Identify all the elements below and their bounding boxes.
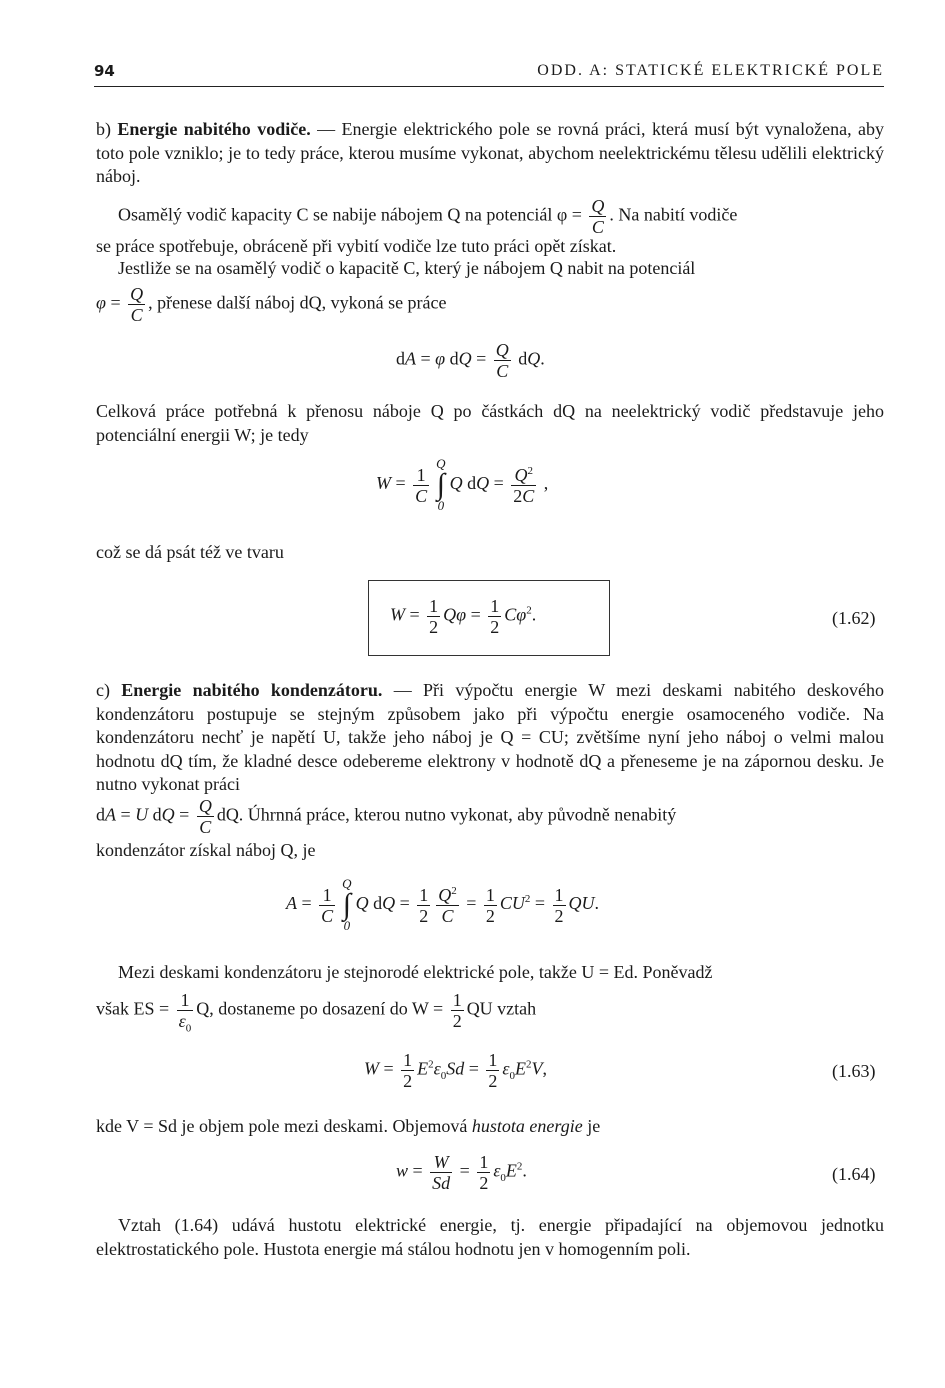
page-number: 94 — [94, 62, 115, 80]
fraction-q-over-c: $\frac{Q}{C}$ — [591, 196, 605, 237]
equation-1-64: w = $\frac{W}{Sd}$ = $\frac{1}{2}$ $\varepsilon_0E^2$. — [396, 1152, 527, 1193]
page-header — [94, 58, 884, 87]
running-title: ODD. A: STATICKÉ ELEKTRICKÉ POLE — [537, 62, 884, 79]
section-b-heading: Energie nabitého vodiče. — [117, 119, 311, 139]
paragraph-potential-line2: se práce spotřebuje, obráceně při vybití vodiče lze tuto práci opět získat. — [96, 236, 617, 256]
paragraph-tvaru: což se dá psát též ve tvaru — [96, 542, 284, 562]
section-b-intro: b) Energie nabitého vodiče. — Energie elektrického pole se rovná práci, která musí být vynaložena, aby toto pole vzniklo; je to tedy práce, kterou musíme vykonat, abychom neelektrickému tělesu udělili elektrický náboj. — [96, 119, 884, 186]
equation-number-1-64: (1.64) — [832, 1164, 876, 1184]
paragraph-jestlize-line2: φ = $\frac{Q}{C}$ , přenese další náboj dQ, vykoná se práce — [96, 284, 447, 325]
paragraph-work-line2: kondenzátor získal náboj Q, je — [96, 840, 316, 860]
paragraph-mezi: Mezi deskami kondenzátoru je stejnorodé elektrické pole, takže U = Ed. Poněvadž — [118, 962, 713, 982]
emphasis-energy-density: hustota energie — [471, 1116, 583, 1136]
equation-1-63: W = $\frac{1}{2}$ $E^2\varepsilon_0Sd$ = $\frac{1}{2}$ $\varepsilon_0E^2V$, — [364, 1050, 547, 1091]
paragraph-jestlize: Jestliže se na osamělý vodič o kapacitě C, který je nábojem Q nabit na potenciál — [118, 258, 696, 278]
equation-w-integral: W = $\frac{1}{C}$ Q ∫ 0 Q dQ = $\frac{Q^2}{2C}$ , — [376, 456, 549, 513]
section-c-intro: c) Energie nabitého kondenzátoru. — Při výpočtu energie W mezi deskami nabitého deskového kondenzátoru postupuje se stejným způsobem jako při výpočtu energie osamoceného vodiče. Na kondenzátoru nechť je napětí U, takže jeho náboj je Q = CU; zvětšíme nyní jeho náboj o velmi malou hodnotu dQ tím, že kladné desce odebereme elektrony v hodnotě dQ a přeneseme je na zápornou desku. Je nutno vykonat práci — [96, 680, 885, 794]
paragraph-final: Vztah (1.64) udává hustotu elektrické energie, tj. energie připadající na objemovou jednotku elektrostatického pole. Hustota energie má stálou hodnotu jen v homogenním poli. — [96, 1215, 884, 1259]
section-c-heading: Energie nabitého kondenzátoru. — [121, 680, 383, 700]
equation-number-1-62: (1.62) — [832, 608, 876, 628]
paragraph-celkova: Celková práce potřebná k přenosu náboje Q po částkách dQ na neelektrický vodič představuje jeho potenciální energii W; je tedy — [96, 401, 884, 445]
paragraph-potential: Osamělý vodič kapacity C se nabije nábojem Q na potenciál φ = $\frac{Q}{C}$ . Na nabití vodiče — [118, 196, 738, 237]
equation-a-integral: A = $\frac{1}{C}$ Q ∫ 0 Q dQ = $\frac{1}{2}$ $\frac{Q^2}{C}$ = $\frac{1}{2}$ $CU^2$ = $\frac{1}{2}$ QU. — [286, 876, 600, 933]
paragraph-kde: kde V = Sd je objem pole mezi deskami. Objemová hustota energie je — [96, 1116, 601, 1136]
equation-1-62: W = $\frac{1}{2}$ Qφ = $\frac{1}{2}$ $C\varphi^2$. — [390, 596, 537, 637]
equation-da: dA = φ dQ = $\frac{Q}{C}$ dQ. — [396, 340, 545, 381]
equation-number-1-63: (1.63) — [832, 1061, 876, 1081]
paragraph-work: dA = U dQ = $\frac{Q}{C}$ dQ. Úhrnná práce, kterou nutno vykonat, aby původně nenabitý — [96, 796, 677, 837]
paragraph-vsak: však ES = $\frac{1}{\varepsilon_0}$ Q, dostaneme po dosazení do W = $\frac{1}{2}$ QU vztah — [96, 990, 537, 1035]
